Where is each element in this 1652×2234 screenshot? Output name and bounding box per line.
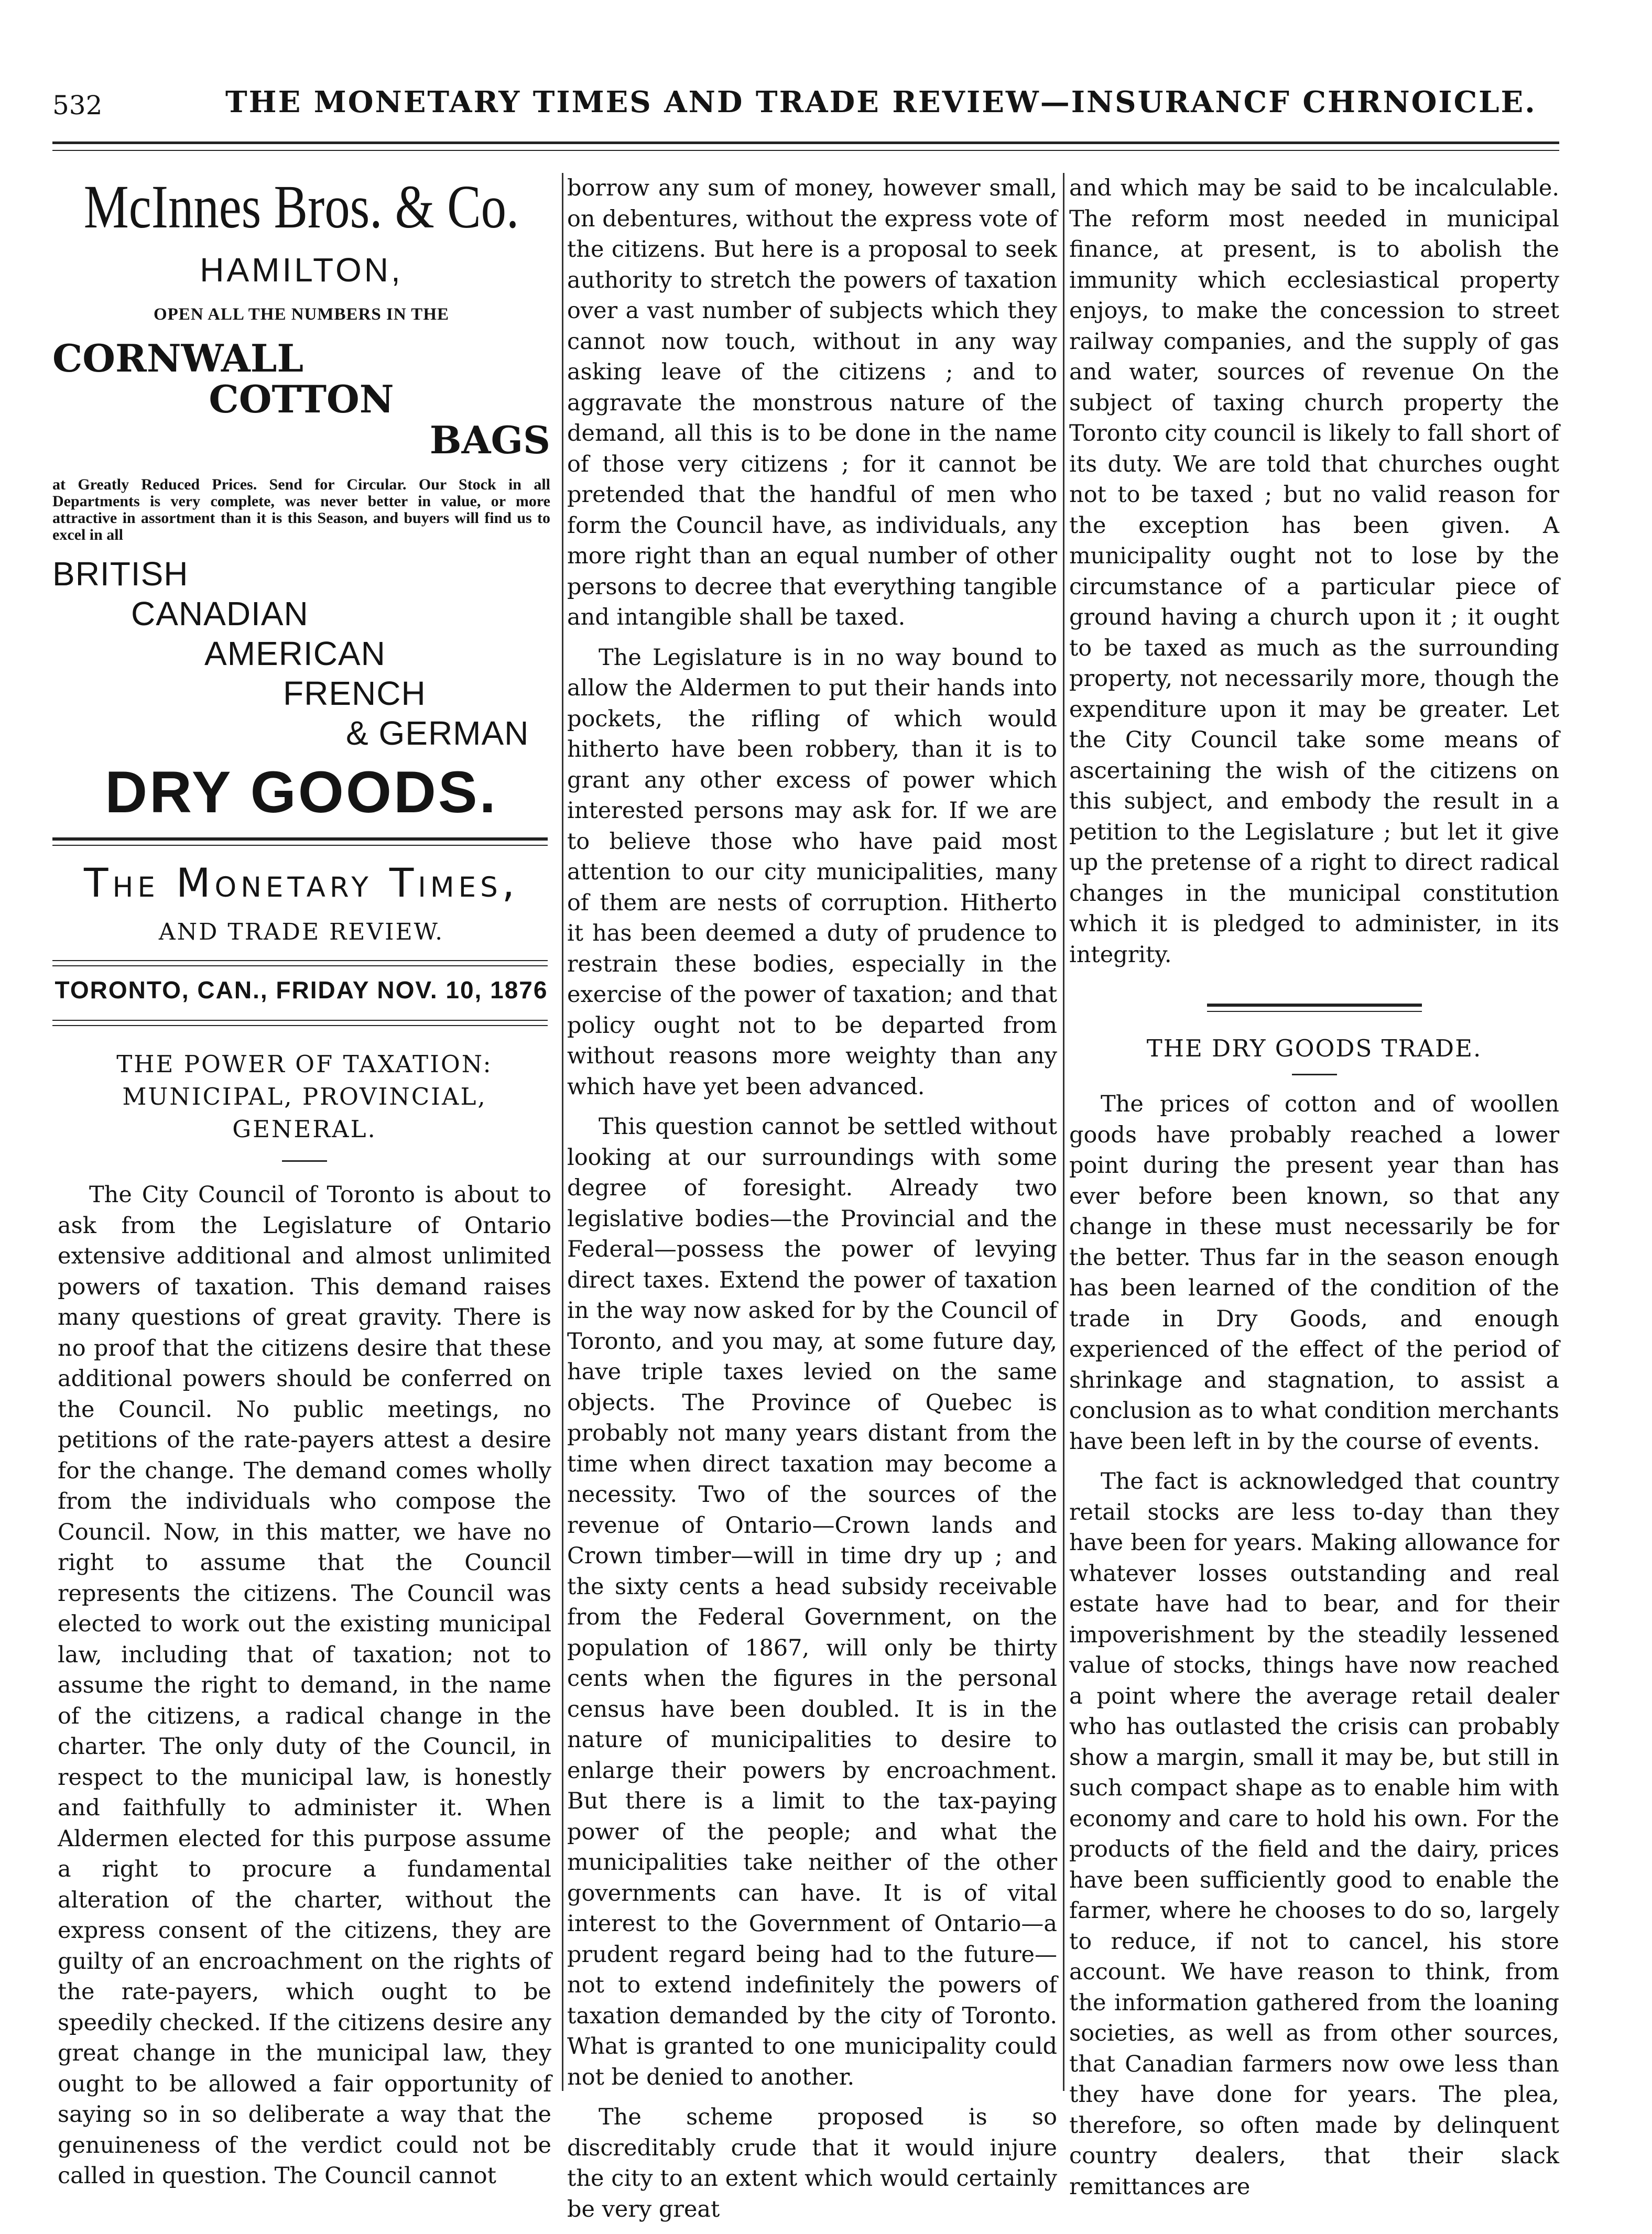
header-rule-bottom — [52, 150, 1559, 151]
ad-kind-german: & GERMAN — [346, 714, 529, 752]
masthead-title: The Monetary Times, — [84, 859, 519, 906]
ad-product-bags: BAGS — [429, 418, 550, 462]
ad-product-cornwall: CORNWALL — [52, 336, 304, 380]
article-title-dry-goods: THE DRY GOODS TRADE. — [1146, 1034, 1482, 1062]
article-paragraph: and which may be said to be incalculable. The reform most needed in municipal finance, at present, is to abolish the immunity which ecclesiastical property enjoys, to make the concession to street railway companies, and the supply of gas and water, sources of revenue On the subject of taxing church property the Toronto city council is likely to fall short of its duty. We are told that churches ought not to be taxed ; but no valid reason for the exception has been given. A municipality ought not to lose by the circumstance of a particular piece of ground having a church upon it ; it ought to be taxed as much as the surrounding property, not necessarily more, though the expenditure upon it may be greater. Let the City Council take some means of ascertaining the wish of the citizens on this subject, and embody the result in a petition to the Legislature ; but let it give up the pretense of a right to direct radical changes in the municipal constitution which it is pledged to administer, in its integrity. — [1069, 175, 1559, 968]
ad-product-cotton: COTTON — [209, 377, 394, 421]
article-paragraph: This question cannot be settled without looking at our surroundings with some degree of foresight. Already two legislative bodies—the Provincial and the Federal—possess the power of levying direct taxes. Extend the power of taxation in the way now asked for by the Council of Toronto, and you may, at some future day, have triple taxes levied on the same objects. The Province of Quebec is probably not many years distant from the time when direct taxation may become a necessity. Two of the sources of the revenue of Ontario—Crown lands and Crown timber—will in time dry up ; and the sixty cents a head subsidy receivable from the Federal Government, on the population of 1867, will only be thirty cents when the figures in the personal census have been doubled. It is in the nature of municipalities to desire to enlarge their powers by encroachment. But there is a limit to the tax-paying power of the people; and what the municipalities take neither of the other governments can have. It is of vital interest to the Government of Ontario—a prudent regard being had to the future—not to extend indefinitely the powers of taxation demanded by the city of Toronto. What is granted to one municipality could not be denied to another. — [567, 1114, 1057, 2090]
column-divider-2 — [1063, 173, 1064, 2091]
masthead-rule-2 — [52, 965, 548, 966]
article-paragraph: borrow any sum of money, however small, on debentures, without the express vote of the citizens. But here is a proposal to seek authority to stretch the powers of taxation over a vast number of subjects which they cannot now touch, without in any way asking leave of the citizens ; and to aggravate the monstrous nature of the demand, all this is to be done in the name of those very citizens ; for it cannot be pretended that the handful of men who form the Council have, as individuals, any more right than an equal number of other persons to decree that everything tangible and intangible shall be taxed. — [567, 175, 1057, 630]
page-number: 532 — [52, 90, 103, 121]
masthead-subtitle: AND TRADE REVIEW. — [158, 919, 444, 945]
ad-open-line: OPEN ALL THE NUMBERS IN THE — [153, 305, 449, 324]
ad-kind-british: BRITISH — [52, 555, 189, 593]
masthead — [52, 859, 550, 945]
article-paragraph: The City Council of Toronto is about to ask from the Legislature of Ontario extensive additional and almost unlimited powers of taxation. This demand raises many questions of great gravity. There is no proof that the citizens desire that these additional powers should be conferred on the Council. No public meetings, no petitions of the rate-payers attest a desire for the change. The demand comes wholly from the individuals who compose the Council. Now, in this matter, we have no right to assume that the Council represents the citizens. The Council was elected to work out the existing municipal law, including that of taxation; not to assume the right to demand, in the name of the citizens, a radical change in the charter. The only duty of the Council, in respect to the municipal law, is honestly and faithfully to administer it. When Aldermen elected for this purpose assume a right to procure a fundamental alteration of the charter, without the express consent of the citizens, they are guilty of an encroachment on the rights of the rate-payers, which ought to be speedily checked. If the citizens desire any great change in the municipal law, they ought to be allowed a fair opportunity of saying so in so deliberate a way that the genuineness of the verdict could not be called in question. The Council cannot — [58, 1182, 551, 2189]
ad-city: HAMILTON, — [200, 251, 403, 289]
article-paragraph: The Legislature is in no way bound to allow the Aldermen to put their hands into pockets, the rifling of which would hitherto have been robbery, than it is to grant any other excess of power which interested persons may ask for. If we are to believe those who have paid most attention to our city municipalities, many of them are nests of corruption. Hitherto it has been deemed a duty of prudence to restrain these bodies, especially in the exercise of the power of taxation; and that policy ought not to be departed from without reasons more weighty than any which have yet been advanced. — [567, 644, 1057, 1100]
page-header — [52, 85, 1562, 127]
article-paragraph: The prices of cotton and of woollen goods have probably reached a lower point during the present year than has ever before been known, so that any change in these must necessarily be for the better. Thus far in the season enough has been learned of the condition of the trade in Dry Goods, and enough experienced of the effect of the period of shrinkage and stagnation, to assist a conclusion as to what condition merchants have been left in by the course of events. — [1069, 1091, 1559, 1455]
masthead-rule-3 — [52, 1020, 548, 1021]
column-2 — [567, 173, 1057, 2234]
article-paragraph: The scheme proposed is so discreditably crude that it would injure the city to an extent which would certainly be very great — [567, 2104, 1057, 2222]
column-3 — [1069, 173, 1559, 2211]
section-rule-thin — [1207, 1011, 1422, 1012]
masthead-rule-1 — [52, 960, 548, 961]
ad-kind-canadian: CANADIAN — [131, 595, 309, 633]
header-rule-top — [52, 141, 1559, 144]
masthead-dateline: TORONTO, CAN., FRIDAY NOV. 10, 1876 — [55, 976, 548, 1004]
running-head: THE MONETARY TIMES AND TRADE REVIEW—INSURANCF CHRNOICLE. — [225, 85, 1537, 119]
title-dash — [1292, 1074, 1337, 1075]
ad-firm-name: McInnes Bros. & Co. — [83, 172, 519, 241]
column-1 — [58, 1048, 551, 2201]
title-dash — [282, 1160, 327, 1162]
ad-rule-1 — [52, 837, 548, 841]
ad-rule-2 — [52, 845, 548, 846]
ad-kind-french: FRENCH — [283, 674, 426, 712]
ad-kind-american: AMERICAN — [204, 635, 386, 672]
section-rule — [1207, 1004, 1422, 1007]
ad-small-print: at Greatly Reduced Prices. Send for Circular. Our Stock in all Departments is very complete, was never better in value, or more attractive in assortment than it is this Season, and buyers will find us to excel in all — [52, 476, 550, 543]
column-divider-1 — [562, 173, 563, 2091]
article-paragraph: The fact is acknowledged that country retail stocks are less to-day than they have been for years. Making allowance for whatever losses outstanding and real estate have had to bear, and for their impoverishment by the steadily lessened value of stocks, things have now reached a point where the average retail dealer who has outlasted the crisis can probably show a margin, small it may be, but still in such compact shape as to enable him with economy and care to hold his own. For the products of the field and the dairy, prices have been sufficiently good to enable the farmer, where he chooses to do so, largely to reduce, if not to cancel, his store account. We have reason to think, from the information gathered from the loaning societies, as well as from other sources, that Canadian farmers now owe less than they have done for years. The plea, therefore, so often made by delinquent country dealers, that their slack remittances are — [1069, 1468, 1559, 2200]
masthead-rule-4 — [52, 1025, 548, 1026]
ad-dry-goods: DRY GOODS. — [105, 759, 498, 825]
article-title-taxation: THE POWER OF TAXATION: MUNICIPAL, PROVINCIAL, GENERAL. — [116, 1050, 493, 1143]
advertisement — [52, 173, 550, 826]
